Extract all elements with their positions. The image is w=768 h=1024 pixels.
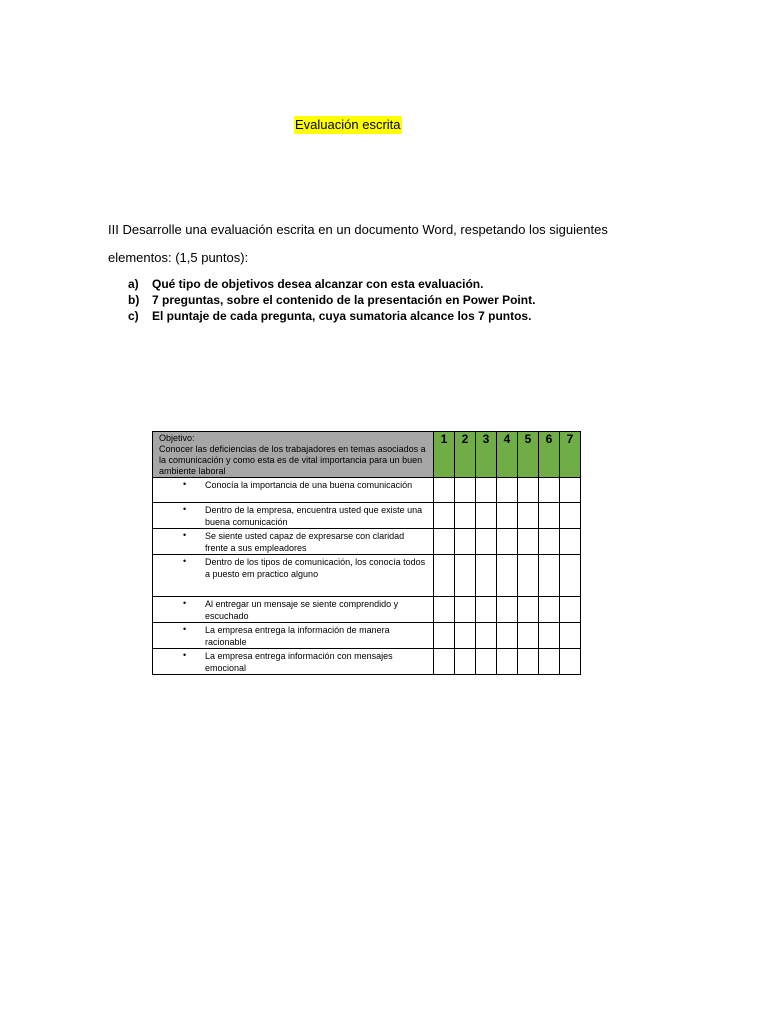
score-cell-2[interactable]: [455, 623, 476, 649]
question-text: La empresa entrega la información de manera racionable: [205, 625, 390, 647]
table-row: [153, 649, 581, 675]
score-cell-6[interactable]: [539, 649, 560, 675]
requirement-letter: a): [128, 277, 139, 291]
score-cell-2[interactable]: [455, 649, 476, 675]
instruction-line-2: elementos: (1,5 puntos):: [108, 250, 249, 265]
requirement-text: Qué tipo de objetivos desea alcanzar con esta evaluación.: [152, 277, 484, 291]
score-cell-1[interactable]: [434, 529, 455, 555]
score-cell-3[interactable]: [476, 503, 497, 529]
score-cell-5[interactable]: [518, 649, 539, 675]
score-cell-3[interactable]: [476, 623, 497, 649]
score-header-1: 1: [434, 432, 455, 478]
question-text: Al entregar un mensaje se siente comprendido y escuchado: [205, 599, 399, 621]
score-cell-4[interactable]: [497, 649, 518, 675]
question-cell: [153, 529, 434, 555]
score-header-6: 6: [539, 432, 560, 478]
score-cell-6[interactable]: [539, 503, 560, 529]
table-row: [153, 597, 581, 623]
score-cell-4[interactable]: [497, 623, 518, 649]
score-cell-2[interactable]: [455, 478, 476, 503]
score-cell-1[interactable]: [434, 623, 455, 649]
score-header-4: 4: [497, 432, 518, 478]
question-cell: [153, 623, 434, 649]
question-cell: [153, 649, 434, 675]
score-cell-5[interactable]: [518, 623, 539, 649]
score-cell-4[interactable]: [497, 529, 518, 555]
score-cell-7[interactable]: [560, 597, 581, 623]
table-row: [153, 555, 581, 597]
score-header-7: 7: [560, 432, 581, 478]
score-cell-5[interactable]: [518, 503, 539, 529]
question-text: Dentro de la empresa, encuentra usted que existe una buena comunicación: [205, 505, 423, 527]
bullet: •: [183, 650, 187, 660]
question-cell: [153, 503, 434, 529]
score-cell-6[interactable]: [539, 623, 560, 649]
table-row: [153, 478, 581, 503]
score-cell-7[interactable]: [560, 649, 581, 675]
score-header-2: 2: [455, 432, 476, 478]
instruction-line-1: III Desarrolle una evaluación escrita en un documento Word, respetando los siguientes: [108, 222, 608, 237]
score-cell-4[interactable]: [497, 597, 518, 623]
score-cell-2[interactable]: [455, 529, 476, 555]
question-cell: [153, 597, 434, 623]
bullet: •: [183, 479, 187, 489]
score-cell-5[interactable]: [518, 555, 539, 597]
bullet: •: [183, 504, 187, 514]
question-text: Conocía la importancia de una buena comunicación: [205, 480, 413, 490]
requirement-letter: c): [128, 309, 139, 323]
score-header-5: 5: [518, 432, 539, 478]
objective-label: Objetivo:: [159, 433, 195, 443]
score-header-3: 3: [476, 432, 497, 478]
score-cell-5[interactable]: [518, 597, 539, 623]
score-cell-4[interactable]: [497, 503, 518, 529]
score-cell-2[interactable]: [455, 597, 476, 623]
objective-header-cell: [153, 432, 434, 478]
evaluation-table: [152, 431, 581, 675]
score-cell-6[interactable]: [539, 529, 560, 555]
bullet: •: [183, 530, 187, 540]
score-cell-5[interactable]: [518, 529, 539, 555]
score-cell-1[interactable]: [434, 503, 455, 529]
score-cell-1[interactable]: [434, 555, 455, 597]
score-cell-7[interactable]: [560, 555, 581, 597]
score-cell-7[interactable]: [560, 503, 581, 529]
score-cell-1[interactable]: [434, 597, 455, 623]
table-row: [153, 503, 581, 529]
requirement-letter: b): [128, 293, 140, 307]
score-cell-4[interactable]: [497, 555, 518, 597]
score-cell-7[interactable]: [560, 529, 581, 555]
question-text: Se siente usted capaz de expresarse con claridad frente a sus empleadores: [205, 531, 405, 553]
table-row: [153, 529, 581, 555]
requirements-list: [128, 276, 535, 324]
score-cell-3[interactable]: [476, 529, 497, 555]
score-cell-3[interactable]: [476, 649, 497, 675]
bullet: •: [183, 624, 187, 634]
requirement-item: [128, 308, 535, 324]
score-cell-5[interactable]: [518, 478, 539, 503]
score-cell-3[interactable]: [476, 478, 497, 503]
score-cell-3[interactable]: [476, 597, 497, 623]
score-cell-2[interactable]: [455, 503, 476, 529]
question-text: La empresa entrega información con mensajes emocional: [205, 651, 393, 673]
score-cell-1[interactable]: [434, 649, 455, 675]
question-cell: [153, 478, 434, 503]
table-row: [153, 623, 581, 649]
question-cell: [153, 555, 434, 597]
score-cell-4[interactable]: [497, 478, 518, 503]
objective-text: Conocer las deficiencias de los trabajadores en temas asociados a la comunicación y como esta es de vital importancia para un buen ambiente laboral: [159, 444, 426, 476]
requirement-item: [128, 276, 535, 292]
score-cell-6[interactable]: [539, 478, 560, 503]
score-cell-3[interactable]: [476, 555, 497, 597]
bullet: •: [183, 556, 187, 566]
score-cell-2[interactable]: [455, 555, 476, 597]
requirement-item: [128, 292, 535, 308]
requirement-text: 7 preguntas, sobre el contenido de la presentación en Power Point.: [152, 293, 536, 307]
table-header-row: [153, 432, 581, 478]
bullet: •: [183, 598, 187, 608]
question-text: Dentro de los tipos de comunicación, los conocía todos a puesto em practico alguno: [205, 557, 426, 579]
score-cell-6[interactable]: [539, 597, 560, 623]
document-title: Evaluación escrita: [295, 117, 401, 132]
requirement-text: El puntaje de cada pregunta, cuya sumatoria alcance los 7 puntos.: [152, 309, 532, 323]
score-cell-1[interactable]: [434, 478, 455, 503]
score-cell-7[interactable]: [560, 478, 581, 503]
score-cell-6[interactable]: [539, 555, 560, 597]
score-cell-7[interactable]: [560, 623, 581, 649]
